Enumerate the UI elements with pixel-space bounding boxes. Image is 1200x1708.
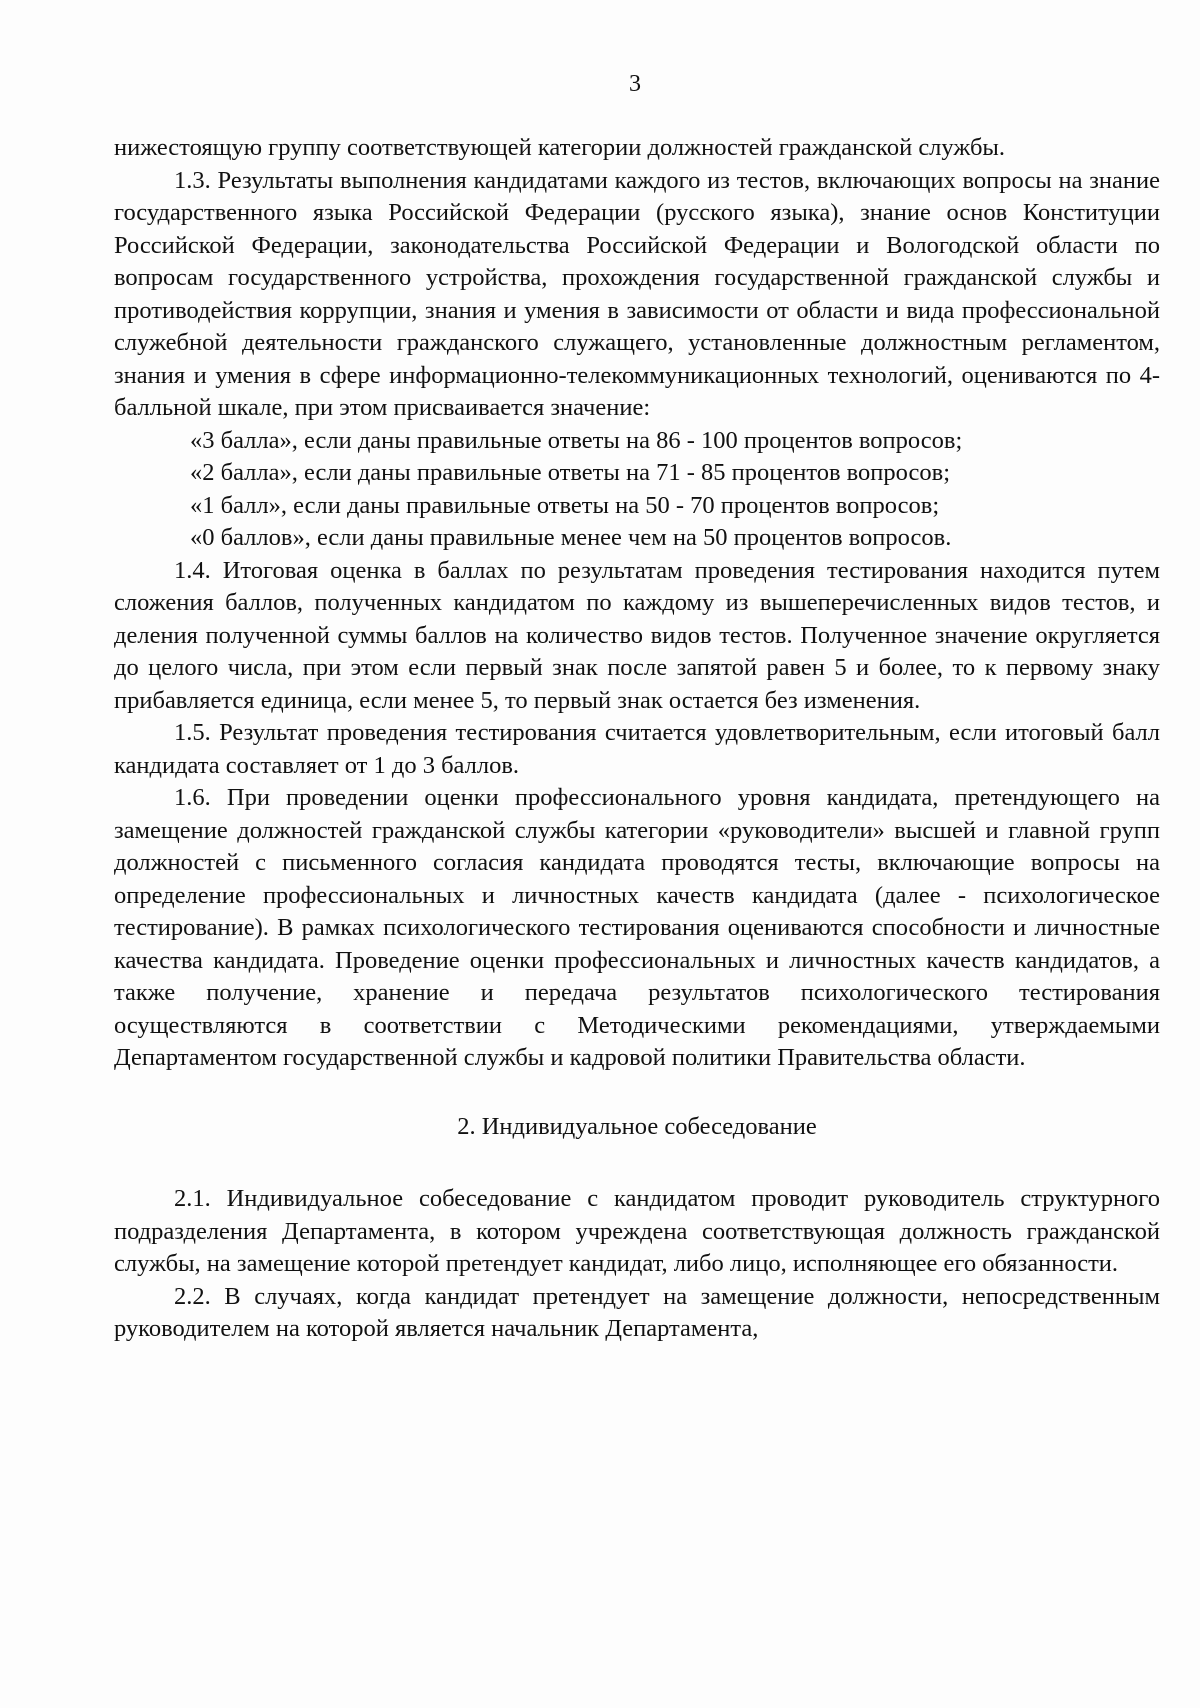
paragraph-1-3: 1.3. Результаты выполнения кандидатами каждого из тестов, включающих вопросы на знание государственного языка Российской Федерации (русского языка), знание основ Конституции Российской Федерации, законодательства Российской Федерации и Вологодской области по вопросам государственного устройства, прохождения государственной гражданской службы и противодействия коррупции, знания и умения в зависимости от области и вида профессиональной служебной деятельности гражданского служащего, установленные должностным регламентом, знания и умения в сфере информационно-телекоммуникационных технологий, оцениваются по 4-балльной шкале, при этом присваивается значение: <box>114 166 1160 421</box>
score-line-3: «3 балла», если даны правильные ответы на 86 - 100 процентов вопросов; <box>190 426 963 454</box>
paragraph-2-2: 2.2. В случаях, когда кандидат претендует на замещение должности, непосредственным руководителем на которой является начальник Департамента, <box>114 1282 1160 1342</box>
document-body <box>114 132 1160 1346</box>
page-number: 3 <box>629 71 641 97</box>
score-line-0: «0 баллов», если даны правильные менее чем на 50 процентов вопросов. <box>190 524 952 551</box>
score-line-2: «2 балла», если даны правильные ответы на 71 - 85 процентов вопросов; <box>190 459 951 486</box>
paragraph-1-4: 1.4. Итоговая оценка в баллах по результатам проведения тестирования находится путем сложения баллов, полученных кандидатом по каждому из вышеперечисленных видов тестов, и деления полученной суммы баллов на количество видов тестов. Полученное значение округляется до целого числа, при этом если первый знак после запятой равен 5 и более, то к первому знаку прибавляется единица, если менее 5, то первый знак остается без изменения. <box>114 556 1160 714</box>
paragraph-continuation: нижестоящую группу соответствующей категории должностей гражданской службы. <box>114 134 1005 161</box>
paragraph-1-5: 1.5. Результат проведения тестирования считается удовлетворительным, если итоговый балл кандидата составляет от 1 до 3 баллов. <box>114 719 1160 779</box>
score-line-1: «1 балл», если даны правильные ответы на 50 - 70 процентов вопросов; <box>190 491 940 519</box>
paragraph-2-1: 2.1. Индивидуальное собеседование с кандидатом проводит руководитель структурного подразделения Департамента, в котором учреждена соответствующая должность гражданской службы, на замещение которой претендует кандидат, либо лицо, исполняющее его обязанности. <box>114 1185 1160 1277</box>
paragraph-1-6: 1.6. При проведении оценки профессионального уровня кандидата, претендующего на замещение должностей гражданской службы категории «руководители» высшей и главной групп должностей с письменного согласия кандидата проводятся тесты, включающие вопросы на определение профессиональных и личностных качеств кандидата (далее - психологическое тестирование). В рамках психологического тестирования оцениваются способности и личностные качества кандидата. Проведение оценки профессиональных и личностных качеств кандидатов, а также получение, хранение и передача результатов психологического тестирования осуществляются в соответствии с Методическими рекомендациями, утверждаемыми Департаментом государственной службы и кадровой политики Правительства области. <box>114 784 1160 1071</box>
section-heading: 2. Индивидуальное собеседование <box>457 1112 817 1140</box>
